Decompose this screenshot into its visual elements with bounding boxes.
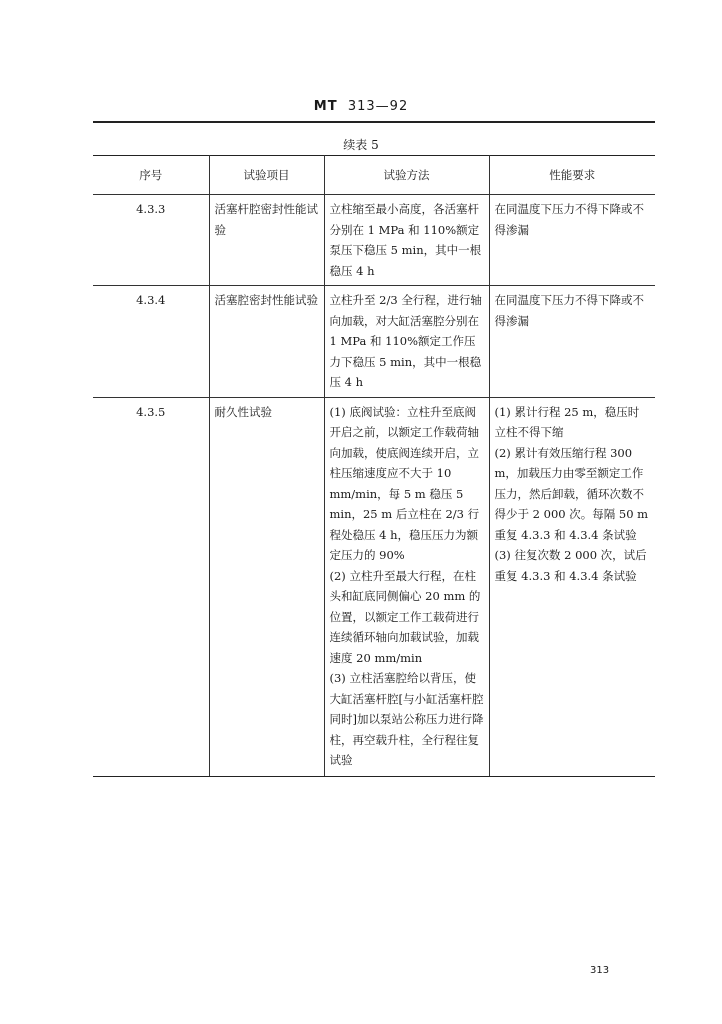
cell-number: 4.3.5: [93, 397, 209, 776]
standard-code: MT: [313, 99, 338, 114]
table-row: [93, 397, 655, 776]
header-rule: [93, 121, 655, 123]
table-header-row: [93, 156, 655, 195]
column-header-method: 试验方法: [324, 156, 489, 195]
cell-requirement: 在同温度下压力不得下降或不得渗漏: [489, 195, 655, 286]
cell-number: 4.3.4: [93, 286, 209, 398]
cell-number: 4.3.3: [93, 195, 209, 286]
column-header-requirement: 性能要求: [489, 156, 655, 195]
standard-header: [0, 99, 722, 114]
cell-method: 立柱升至 2/3 全行程，进行轴向加载，对大缸活塞腔分别在 1 MPa 和 110%额定工作压力下稳压 5 min，其中一根稳压 4 h: [324, 286, 489, 398]
table-caption: 续表 5: [343, 138, 379, 152]
column-header-number: 序号: [93, 156, 209, 195]
standard-number: 313—92: [347, 99, 409, 114]
cell-requirement: 在同温度下压力不得下降或不得渗漏: [489, 286, 655, 398]
cell-requirement: (1) 累计行程 25 m，稳压时立柱不得下缩 (2) 累计有效压缩行程 300 m，加载压力由零至额定工作压力，然后卸载，循环次数不得少于 2 000 次。每隔 50 m 重复 4.3.3 和 4.3.4 条试验 (3) 往复次数 2 000 次，试后重复 4.3.3 和 4.3.4 条试验: [489, 397, 655, 776]
column-header-item: 试验项目: [209, 156, 324, 195]
page-number: 313: [590, 965, 610, 976]
cell-method: (1) 底阀试验：立柱升至底阀开启之前，以额定工作载荷轴向加载，使底阀连续开启，立柱压缩速度应不大于 10 mm/min，每 5 m 稳压 5 min，25 m 后立柱在 2/3 行程处稳压 4 h，稳压压力为额定压力的 90% (2) 立柱升至最大行程，在柱头和缸底同侧偏心 20 mm 的位置，以额定工作工载荷进行连续循环轴向加载试验，加载速度 20 mm/min (3) 立柱活塞腔给以背压，使大缸活塞杆腔[与小缸活塞杆腔同时]加以泵站公称压力进行降柱，再空载升柱，全行程往复试验: [324, 397, 489, 776]
cell-item: 耐久性试验: [209, 397, 324, 776]
table-row: [93, 286, 655, 398]
test-table: [93, 155, 655, 777]
cell-item: 活塞杆腔密封性能试验: [209, 195, 324, 286]
cell-method: 立柱缩至最小高度，各活塞杆分别在 1 MPa 和 110%额定泵压下稳压 5 min，其中一根稳压 4 h: [324, 195, 489, 286]
cell-item: 活塞腔密封性能试验: [209, 286, 324, 398]
table-row: [93, 195, 655, 286]
